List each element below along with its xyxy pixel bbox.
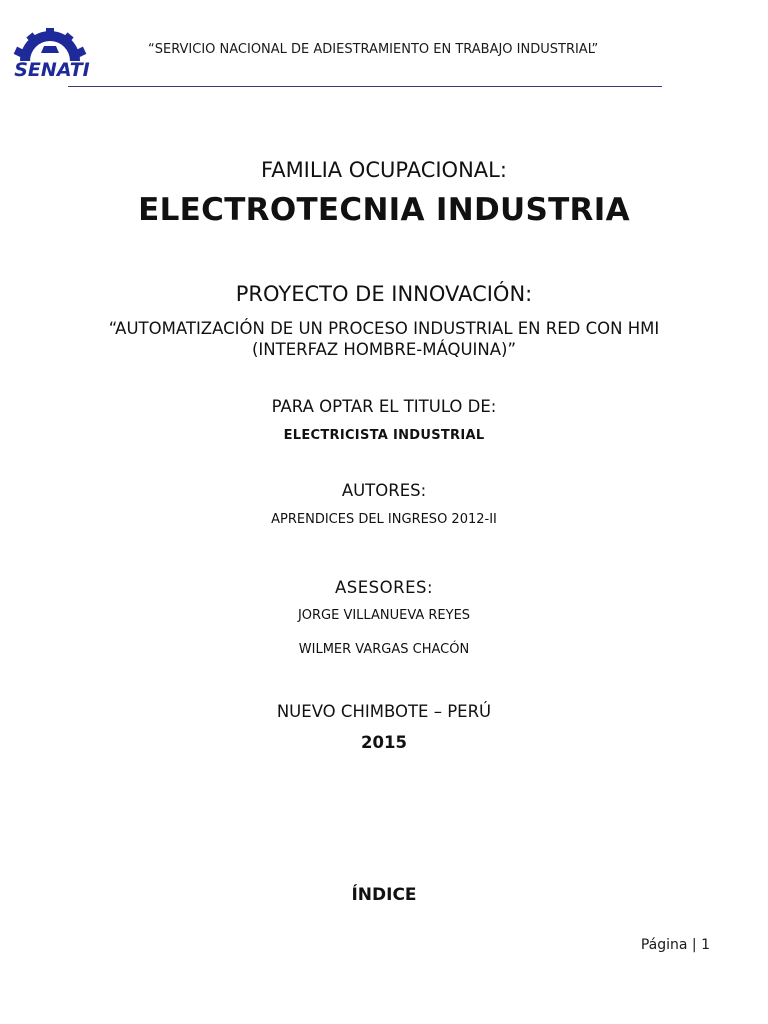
proyecto-title-line-1: “AUTOMATIZACIÓN DE UN PROCESO INDUSTRIAL EN RED CON HMI bbox=[108, 319, 660, 338]
page-number: Página | 1 bbox=[640, 937, 710, 953]
autores-label: AUTORES: bbox=[341, 481, 427, 500]
gear-icon bbox=[14, 28, 87, 61]
location: NUEVO CHIMBOTE – PERÚ bbox=[276, 702, 492, 721]
titulo-label: PARA OPTAR EL TITULO DE: bbox=[271, 397, 497, 416]
logo-wordmark: SENATI bbox=[14, 59, 90, 78]
familia-value: ELECTROTECNIA INDUSTRIA bbox=[138, 192, 630, 228]
header-divider bbox=[68, 86, 662, 87]
asesor-name: WILMER VARGAS CHACÓN bbox=[298, 642, 470, 657]
proyecto-title-line-2: (INTERFAZ HOMBRE-MÁQUINA)” bbox=[252, 340, 516, 359]
proyecto-label: PROYECTO DE INNOVACIÓN: bbox=[235, 282, 533, 306]
year: 2015 bbox=[361, 733, 407, 752]
institution-name: “SERVICIO NACIONAL DE ADIESTRAMIENTO EN TRABAJO INDUSTRIAL” bbox=[148, 42, 599, 57]
senati-logo bbox=[0, 28, 104, 78]
titulo-value: ELECTRICISTA INDUSTRIAL bbox=[283, 428, 485, 443]
index-heading: ÍNDICE bbox=[351, 885, 417, 905]
asesores-label: ASESORES: bbox=[334, 578, 434, 597]
autores-value: APRENDICES DEL INGRESO 2012-II bbox=[271, 512, 497, 527]
familia-label: FAMILIA OCUPACIONAL: bbox=[261, 158, 507, 182]
asesor-name: JORGE VILLANUEVA REYES bbox=[297, 608, 471, 623]
